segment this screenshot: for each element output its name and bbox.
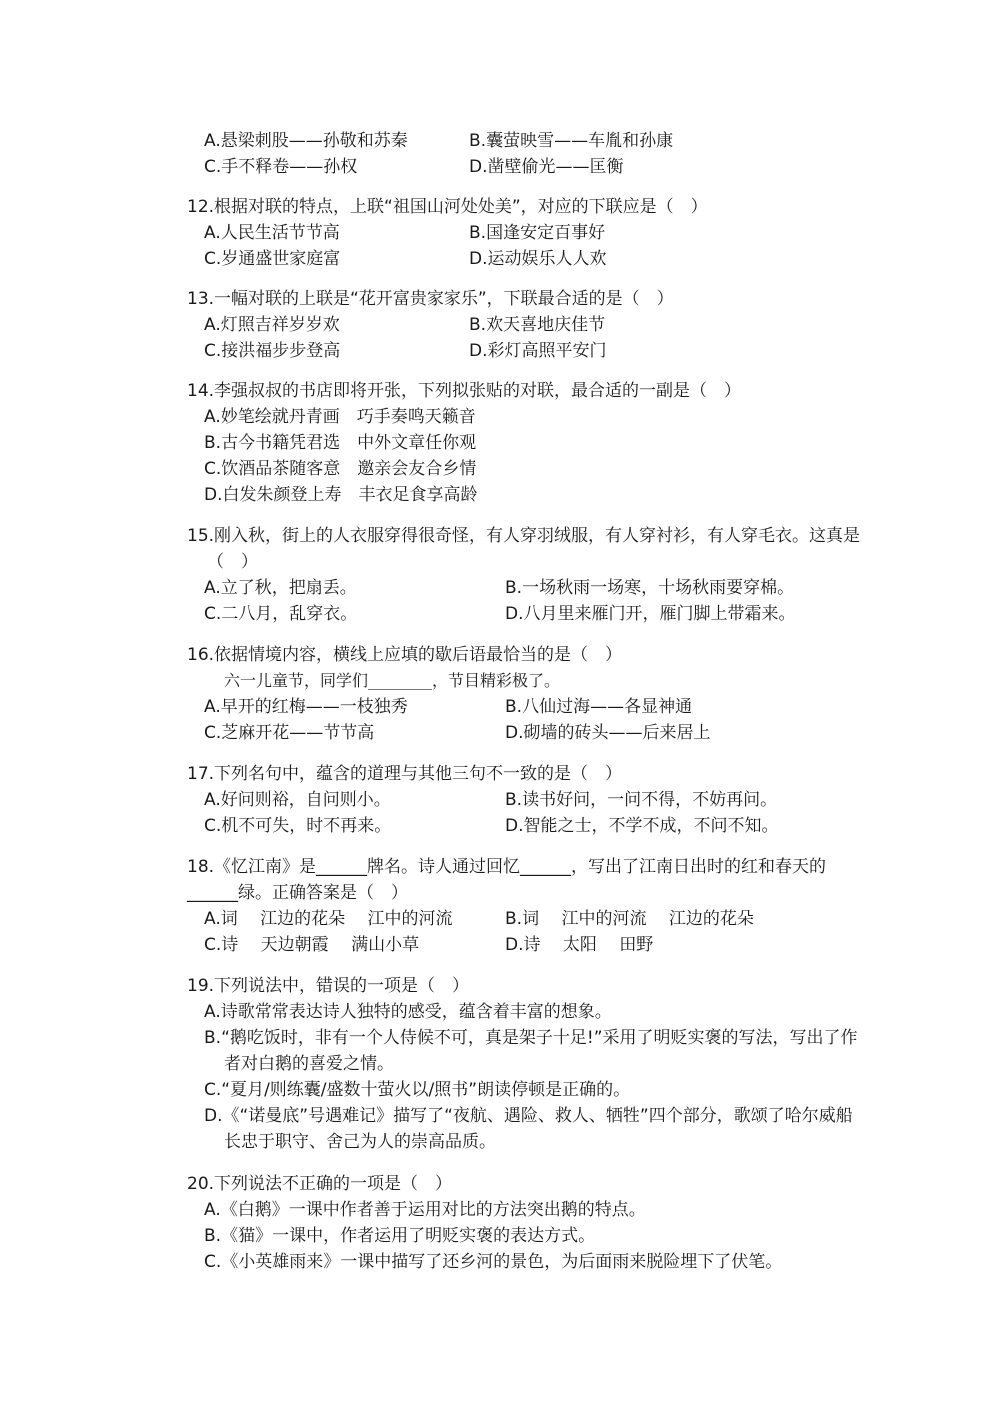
option-a: A.诗歌常常表达诗人独特的感受，蕴含着丰富的想象。 [204, 1002, 612, 1022]
question-stem: 12.根据对联的特点，上联“祖国山河处处美”，对应的下联应是（ ） [187, 197, 708, 217]
question-14 [187, 378, 867, 508]
question-stem: 16.依据情境内容，横线上应填的歇后语最恰当的是（ ） [187, 645, 623, 665]
question-20 [187, 1171, 867, 1275]
option-a: A.好问则裕，自问则小。 [204, 790, 391, 810]
option-c: C.饮酒品茶随客意 邀亲会友合乡情 [204, 459, 477, 479]
option-d: D.《“诺曼底”号遇难记》描写了“夜航、遇险、救人、牺牲”四个部分，歌颂了哈尔威船长忠于职守、舍己为人的崇高品质。 [204, 1106, 853, 1152]
option-b: B.读书好问，一问不得，不妨再问。 [505, 790, 778, 810]
question-stem: 20.下列说法不正确的一项是（ ） [187, 1174, 453, 1194]
question-15 [187, 523, 867, 627]
option-a: A.人民生活节节高 [204, 223, 340, 243]
option-b: B.八仙过海——各显神通 [505, 697, 693, 717]
option-c: C.机不可失，时不再来。 [204, 816, 392, 836]
question-stem: 13.一幅对联的上联是“花开富贵家家乐”，下联最合适的是（ ） [187, 289, 674, 309]
question-16 [187, 642, 867, 746]
option-d: D.智能之士，不学不成，不问不知。 [505, 816, 779, 836]
option-b: B.欢天喜地庆佳节 [469, 315, 606, 335]
question-stem: 17.下列名句中，蕴含的道理与其他三句不一致的是（ ） [187, 764, 623, 784]
option-a: A.妙笔绘就丹青画 巧手奏鸣天籁音 [204, 407, 476, 427]
option-c: C.手不释卷——孙权 [204, 157, 358, 177]
context-sentence: 六一儿童节，同学们________，节目精彩极了。 [224, 671, 561, 690]
option-c: C.芝麻开花——节节高 [204, 723, 375, 743]
option-a: A.词 江边的花朵 江中的河流 [204, 909, 453, 929]
question-stem: 18.《忆江南》是______牌名。诗人通过回忆______，写出了江南日出时的红和春天的______绿。正确答案是（ ） [187, 857, 827, 903]
option-a: A.立了秋，把扇丢。 [204, 578, 357, 598]
question-stem: 15.刚入秋，街上的人衣服穿得很奇怪，有人穿羽绒服，有人穿衬衫，有人穿毛衣。这真是（ ） [187, 526, 861, 572]
option-a: A.《白鹅》一课中作者善于运用对比的方法突出鹅的特点。 [204, 1200, 646, 1220]
option-a: A.早开的红梅——一枝独秀 [204, 697, 408, 717]
option-b: B.古今书籍凭君选 中外文章任你观 [204, 433, 477, 453]
option-d: D.诗 太阳 田野 [505, 935, 654, 955]
option-d: D.砌墙的砖头——后来居上 [505, 723, 711, 743]
option-c: C.二八月，乱穿衣。 [204, 604, 358, 624]
option-d: D.八月里来雁门开，雁门脚上带霜来。 [505, 604, 796, 624]
question-19 [187, 973, 867, 1155]
question-12 [187, 194, 867, 272]
option-d: D.白发朱颜登上寿 丰衣足食享高龄 [204, 485, 478, 505]
option-c: C.岁通盛世家庭富 [204, 249, 341, 269]
option-c: C.接洪福步步登高 [204, 341, 341, 361]
option-a: A.悬梁刺股——孙敬和苏秦 [204, 131, 408, 151]
question-stem: 14.李强叔叔的书店即将开张，下列拟张贴的对联，最合适的一副是（ ） [187, 381, 742, 401]
option-b: B.囊萤映雪——车胤和孙康 [469, 131, 674, 151]
option-b: B.《猫》一课中，作者运用了明贬实褒的表达方式。 [204, 1226, 596, 1246]
question-11 [187, 128, 867, 180]
option-c: C.“夏月/则练囊/盛数十萤火以/照书”朗读停顿是正确的。 [204, 1080, 631, 1100]
option-b: B.“鹅吃饭时，非有一个人侍候不可，真是架子十足!”采用了明贬实褒的写法，写出了作者对白鹅的喜爱之情。 [204, 1028, 858, 1074]
option-a: A.灯照吉祥岁岁欢 [204, 315, 340, 335]
question-18 [187, 854, 867, 958]
option-b: B.一场秋雨一场寒，十场秋雨要穿棉。 [505, 578, 795, 598]
question-stem: 19.下列说法中，错误的一项是（ ） [187, 976, 470, 996]
option-d: D.彩灯高照平安门 [469, 341, 607, 361]
question-13 [187, 286, 867, 364]
question-17 [187, 761, 867, 839]
option-c: C.诗 天边朝霞 满山小草 [204, 935, 420, 955]
option-c: C.《小英雄雨来》一课中描写了还乡河的景色，为后面雨来脱险埋下了伏笔。 [204, 1252, 783, 1272]
option-d: D.凿壁偷光——匡衡 [469, 157, 624, 177]
option-b: B.词 江中的河流 江边的花朵 [505, 909, 754, 929]
option-b: B.国逢安定百事好 [469, 223, 606, 243]
option-d: D.运动娱乐人人欢 [469, 249, 607, 269]
